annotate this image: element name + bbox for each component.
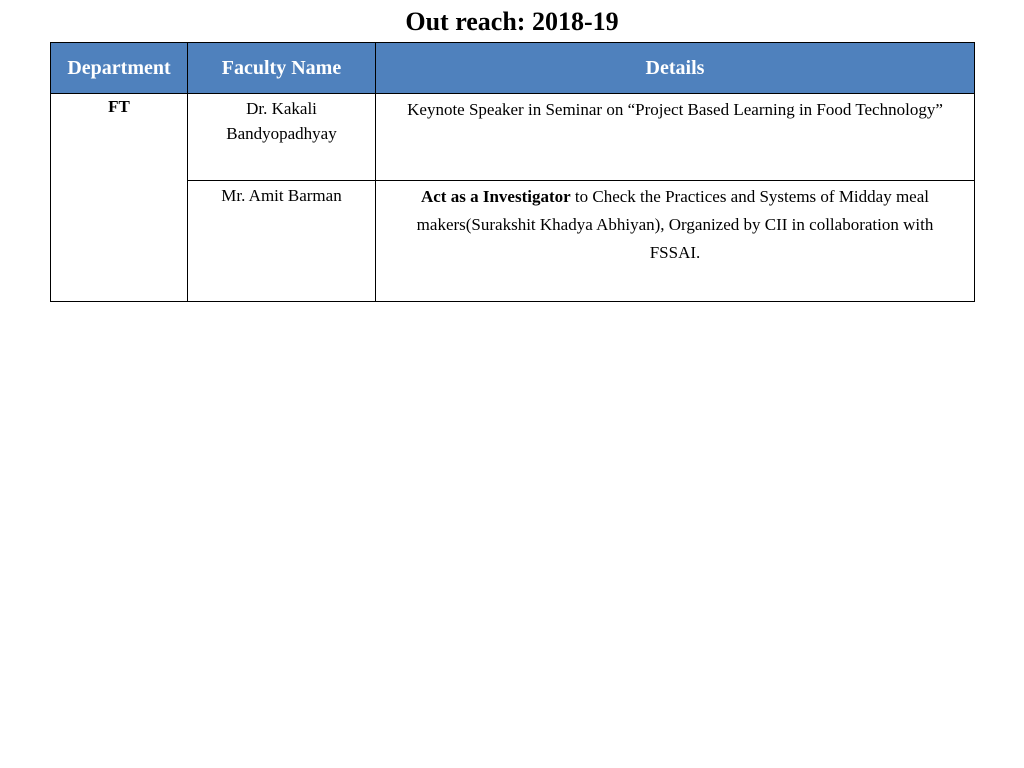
table-header-row (51, 43, 975, 94)
faculty-name-cell (188, 94, 376, 181)
header-department: Department (51, 43, 188, 94)
page-title: Out reach: 2018-19 (405, 7, 619, 36)
details-text: Keynote Speaker in Seminar on “Project Based Learning in Food Technology” (407, 100, 943, 119)
details-cell (376, 181, 975, 302)
details-text-block (376, 94, 974, 124)
details-text: to Check the Practices and Systems of Midday meal makers(Surakshit Khadya Abhiyan), Organized by CII in collaboration with FSSAI. (416, 187, 934, 262)
details-text-block (376, 181, 974, 267)
table-row (51, 181, 975, 302)
faculty-name-text: Dr. Kakali Bandyopadhyay (226, 99, 337, 143)
details-cell (376, 94, 975, 181)
faculty-name-text: Mr. Amit Barman (221, 186, 342, 205)
department-cell: FT (51, 94, 188, 302)
table-row (51, 94, 975, 181)
outreach-table (50, 42, 975, 302)
details-lead: Act as a Investigator (420, 187, 571, 206)
faculty-name-cell (188, 181, 376, 302)
header-faculty-name: Faculty Name (188, 43, 376, 94)
header-details: Details (376, 43, 975, 94)
